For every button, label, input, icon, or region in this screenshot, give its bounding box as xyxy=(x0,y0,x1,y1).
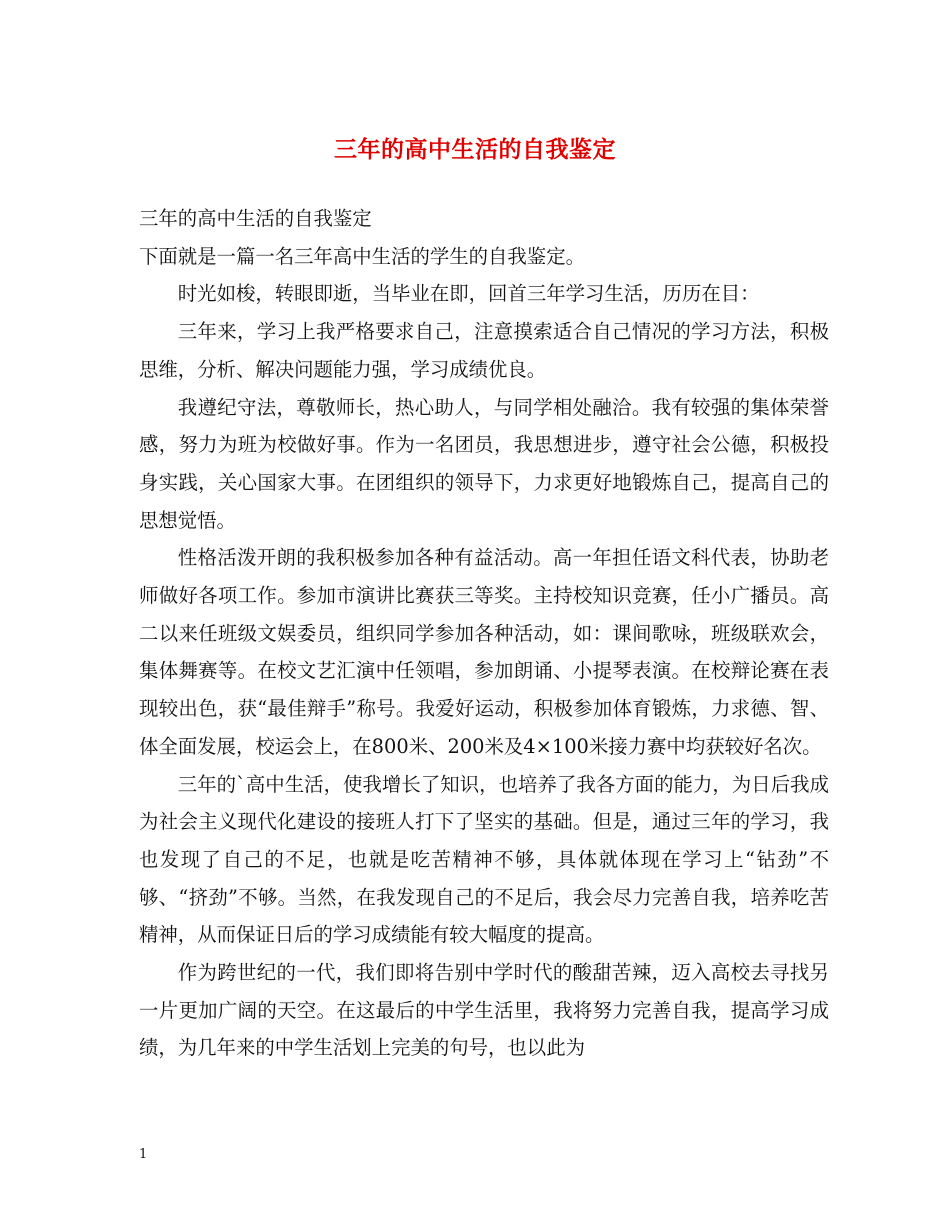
paragraph-reflection: 三年的`高中生活，使我增长了知识，也培养了我各方面的能力，为日后我成为社会主义现代化建设的接班人打下了坚实的基础。但是，通过三年的学习，我也发现了自己的不足，也就是吃苦精神不够，具体就体现在学习上“钻劲”不够、“挤劲”不够。当然，在我发现自己的不足后，我会尽力完善自我，培养吃苦精神，从而保证日后的学习成绩能有较大幅度的提高。 xyxy=(139,772,829,947)
paragraph-opening: 时光如梭，转眼即逝，当毕业在即，回首三年学习生活，历历在目： xyxy=(177,282,760,306)
paragraph-heading: 三年的高中生活的自我鉴定 xyxy=(139,207,372,230)
paragraph-activities: 性格活泼开朗的我积极参加各种有益活动。高一年担任语文科代表，协助老师做好各项工作。参加市演讲比赛获三等奖。主持校知识竞赛，任小广播员。高二以来任班级文娱委员，组织同学参加各种活动，如：课间歌咏，班级联欢会，集体舞赛等。在校文艺汇演中任领唱，参加朗诵、小提琴表演。在校辩论赛在表现较出色，获“最佳辩手”称号。我爱好运动，积极参加体育锻炼，力求德、智、体全面发展，校运会上，在800米、200米及4×100米接力赛中均获较好名次。 xyxy=(139,546,829,758)
paragraph-conduct: 我遵纪守法，尊敬师长，热心助人，与同学相处融洽。我有较强的集体荣誉感，努力为班为校做好事。作为一名团员，我思想进步，遵守社会公德，积极投身实践，关心国家大事。在团组织的领导下，力求更好地锻炼自己，提高自己的思想觉悟。 xyxy=(139,395,829,532)
paragraph-study: 三年来，学习上我严格要求自己，注意摸索适合自己情况的学习方法，积极思维，分析、解决问题能力强，学习成绩优良。 xyxy=(139,320,829,381)
page-number: 1 xyxy=(139,1147,148,1162)
document-body xyxy=(139,200,829,1067)
paragraph-future: 作为跨世纪的一代，我们即将告别中学时代的酸甜苦辣，迈入高校去寻找另一片更加广阔的天空。在这最后的中学生活里，我将努力完善自我，提高学习成绩，为几年来的中学生活划上完美的句号，也以此为 xyxy=(139,961,829,1060)
paragraph-intro: 下面就是一篇一名三年高中生活的学生的自我鉴定。 xyxy=(139,244,585,268)
document-title: 三年的高中生活的自我鉴定 xyxy=(334,136,616,163)
